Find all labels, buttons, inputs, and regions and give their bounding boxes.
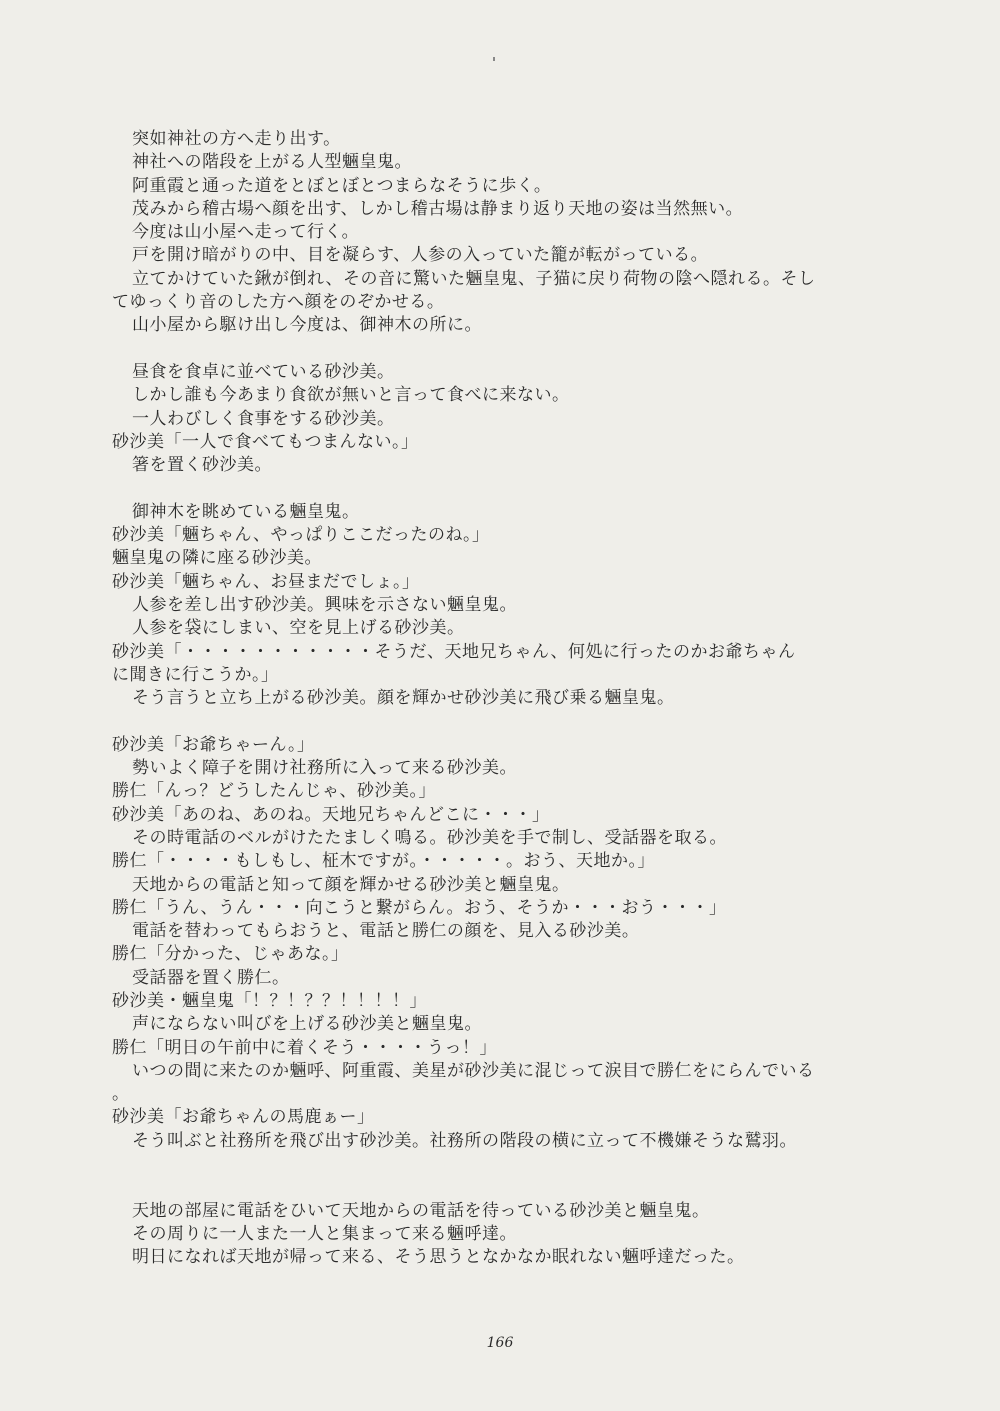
- text-line: 受話器を置く勝仁。: [132, 967, 290, 988]
- text-line: 今度は山小屋へ走って行く。: [132, 222, 360, 243]
- text-line: 天地からの電話と知って顔を輝かせる砂沙美と魎皇鬼。: [132, 874, 570, 895]
- text-line: 砂沙美「お爺ちゃーん。」: [112, 734, 315, 755]
- text-line: 箸を置く砂沙美。: [132, 455, 272, 476]
- text-line: そう言うと立ち上がる砂沙美。顔を輝かせ砂沙美に飛び乗る魎皇鬼。: [132, 688, 675, 709]
- text-line: 砂沙美・魎皇鬼「！？！？？！！！！」: [112, 990, 427, 1011]
- text-line: しかし誰も今あまり食欲が無いと言って食べに来ない。: [132, 385, 570, 406]
- text-line: 人参を差し出す砂沙美。興味を示さない魎皇鬼。: [132, 594, 517, 615]
- text-line: 突如神社の方へ走り出す。: [132, 129, 341, 149]
- text-line: 声にならない叫びを上げる砂沙美と魎皇鬼。: [132, 1014, 482, 1035]
- text-line: 砂沙美「お爺ちゃんの馬鹿ぁー」: [112, 1107, 375, 1128]
- page-number: 166: [486, 1335, 514, 1351]
- text-line: 阿重霞と通った道をとぼとぼとつまらなそうに歩く。: [132, 175, 552, 196]
- paragraph-gap: [112, 1176, 932, 1199]
- paper-speck: [493, 57, 495, 61]
- paragraph: [112, 128, 932, 338]
- text-line: 勝仁「うん、うん・・・向こうと繋がらん。おう、そうか・・・おう・・・」: [112, 897, 727, 918]
- paragraph: [112, 734, 932, 1153]
- text-line: 一人わびしく食事をする砂沙美。: [132, 408, 395, 429]
- text-line: 砂沙美「魎ちゃん、お昼まだでしょ。」: [112, 571, 420, 592]
- text-line: 勝仁「んっ？どうしたんじゃ、砂沙美。」: [112, 781, 436, 802]
- text-line: 昼食を食卓に並べている砂沙美。: [132, 361, 395, 382]
- paragraph-gap: [112, 1153, 932, 1176]
- text-line: 砂沙美「一人で食べてもつまんない。」: [112, 431, 419, 452]
- text-line: 勝仁「分かった、じゃあな。」: [112, 944, 349, 965]
- text-line: そう叫ぶと社務所を飛び出す砂沙美。社務所の階段の横に立って不機嫌そうな鷲羽。: [132, 1130, 797, 1151]
- text-line: その周りに一人また一人と集まって来る魎呼達。: [132, 1223, 517, 1244]
- text-line: てゆっくり音のした方へ顔をのぞかせる。: [112, 292, 445, 313]
- text-line: 勝仁「明日の午前中に着くそう・・・・うっ！」: [112, 1037, 497, 1058]
- paragraph-gap: [112, 710, 932, 733]
- text-line: 茂みから稽古場へ顔を出す、しかし稽古場は静まり返り天地の姿は当然無い。: [132, 198, 744, 219]
- text-line: 。: [112, 1084, 130, 1105]
- text-line: 砂沙美「・・・・・・・・・・・そうだ、天地兄ちゃん、何処に行ったのかお爺ちゃん: [112, 641, 796, 662]
- text-line: 天地の部屋に電話をひいて天地からの電話を待っている砂沙美と魎皇鬼。: [132, 1200, 710, 1221]
- script-body: [112, 128, 932, 1270]
- paragraph: [112, 1200, 932, 1270]
- text-line: 電話を替わってもらおうと、電話と勝仁の顔を、見入る砂沙美。: [132, 921, 640, 942]
- text-line: 勢いよく障子を開け社務所に入って来る砂沙美。: [132, 758, 517, 779]
- text-line: 砂沙美「あのね、あのね。天地兄ちゃんどこに・・・」: [112, 804, 550, 825]
- text-line: 勝仁「・・・・もしもし、柾木ですが。・・・・・。おう、天地か。」: [112, 851, 655, 872]
- paragraph-gap: [112, 338, 932, 361]
- text-line: 神社への階段を上がる人型魎皇鬼。: [132, 152, 412, 173]
- text-line: に聞きに行こうか。」: [112, 664, 279, 685]
- paragraph: [112, 361, 932, 477]
- paragraph: [112, 501, 932, 711]
- text-line: 御神木を眺めている魎皇鬼。: [132, 501, 360, 522]
- text-line: 魎皇鬼の隣に座る砂沙美。: [112, 548, 322, 569]
- text-line: 砂沙美「魎ちゃん、やっぱりここだったのね。」: [112, 525, 490, 546]
- text-line: 立てかけていた鍬が倒れ、その音に驚いた魎皇鬼、子猫に戻り荷物の陰へ隠れる。そし: [132, 268, 816, 289]
- text-line: 人参を袋にしまい、空を見上げる砂沙美。: [132, 618, 465, 639]
- text-line: 山小屋から駆け出し今度は、御神木の所に。: [132, 315, 482, 336]
- text-line: その時電話のベルがけたたましく鳴る。砂沙美を手で制し、受話器を取る。: [132, 827, 727, 848]
- text-line: いつの間に来たのか魎呼、阿重霞、美星が砂沙美に混じって涙目で勝仁をにらんでいる: [132, 1060, 815, 1081]
- text-line: 戸を開け暗がりの中、目を凝らす、人参の入っていた籠が転がっている。: [132, 245, 709, 266]
- text-line: 明日になれば天地が帰って来る、そう思うとなかなか眠れない魎呼達だった。: [132, 1247, 745, 1268]
- paragraph-gap: [112, 477, 932, 500]
